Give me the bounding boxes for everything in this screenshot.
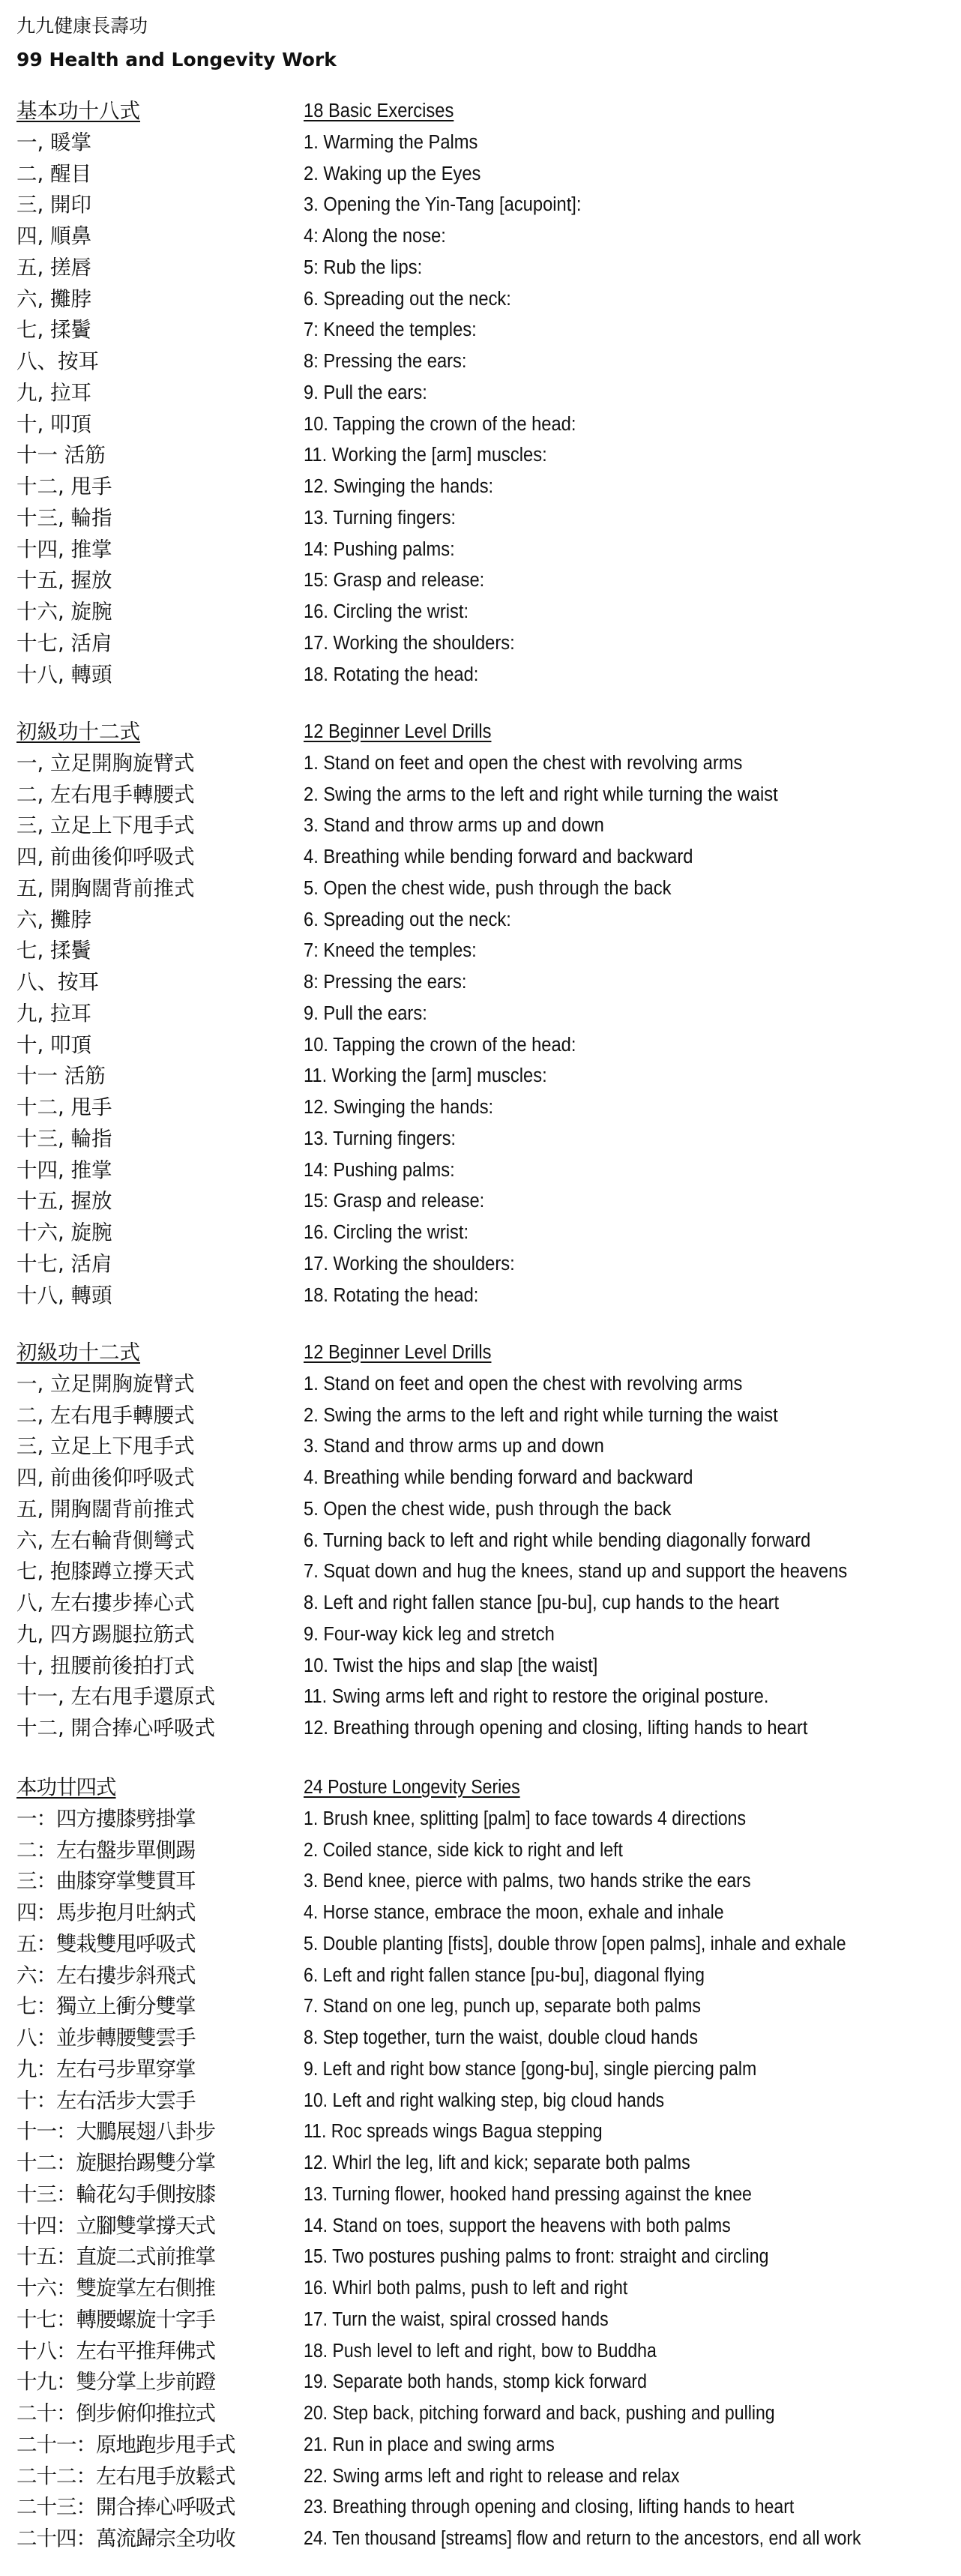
section-3 <box>0 1337 961 1745</box>
item-chinese: 十一：大鵬展翅八卦步 <box>16 2119 215 2144</box>
item-english: 11. Roc spreads wings Bagua stepping <box>304 2121 603 2143</box>
list-item <box>0 346 961 378</box>
list-item <box>0 1155 961 1187</box>
item-chinese: 七：獨立上衝分雙掌 <box>16 1994 196 2019</box>
item-chinese: 十四：立腳雙掌撐天式 <box>16 2213 215 2238</box>
item-chinese: 五, 開胸闊背前推式 <box>16 876 195 900</box>
item-english: 10. Tapping the crown of the head: <box>304 413 576 435</box>
item-chinese: 十四, 推掌 <box>16 1158 112 1182</box>
item-english: 7: Kneed the temples: <box>304 319 477 341</box>
list-item <box>0 628 961 660</box>
list-item <box>0 936 961 967</box>
item-chinese: 十, 扭腰前後拍打式 <box>16 1653 195 1678</box>
item-english: 2. Coiled stance, side kick to right and left <box>304 1839 623 1861</box>
item-english: 18. Rotating the head: <box>304 1284 479 1306</box>
item-english: 17. Working the shoulders: <box>304 1253 515 1275</box>
item-chinese: 七, 抱膝蹲立撐天式 <box>16 1559 195 1584</box>
item-english: 18. Rotating the head: <box>304 663 479 685</box>
item-english: 21. Run in place and swing arms <box>304 2434 555 2455</box>
list-item <box>0 967 961 999</box>
item-chinese: 八、按耳 <box>16 970 99 994</box>
item-english: 7. Stand on one leg, punch up, separate both palms <box>304 1996 701 2017</box>
list-item <box>0 1929 961 1960</box>
list-item <box>0 810 961 842</box>
list-item <box>0 535 961 566</box>
section-1 <box>0 96 961 690</box>
item-chinese: 二十一：原地跑步甩手式 <box>16 2432 235 2457</box>
section-heading <box>0 1772 961 1804</box>
list-item <box>0 1804 961 1835</box>
section-heading <box>0 96 961 127</box>
item-chinese: 十三：輪花勾手側按膝 <box>16 2182 215 2206</box>
item-english: 12. Swinging the hands: <box>304 476 494 497</box>
item-chinese: 一, 暖掌 <box>16 130 91 154</box>
item-english: 23. Breathing through opening and closing, lifting hands to heart <box>304 2497 795 2518</box>
item-chinese: 十四, 推掌 <box>16 537 112 562</box>
list-item <box>0 1866 961 1898</box>
item-english: 8: Pressing the ears: <box>304 351 467 372</box>
list-item <box>0 1556 961 1588</box>
item-chinese: 二十二：左右甩手放鬆式 <box>16 2464 235 2488</box>
item-chinese: 十六, 旋腕 <box>16 1221 112 1245</box>
item-chinese: 八, 左右摟步捧心式 <box>16 1591 195 1615</box>
item-chinese: 十六：雙旋掌左右側推 <box>16 2276 215 2300</box>
item-chinese: 十八, 轉頭 <box>16 1283 112 1307</box>
item-chinese: 三：曲膝穿掌雙貫耳 <box>16 1869 196 1894</box>
item-english: 3. Stand and throw arms up and down <box>304 1436 604 1457</box>
list-item <box>0 1124 961 1155</box>
item-chinese: 四, 順鼻 <box>16 224 91 248</box>
list-item <box>0 472 961 503</box>
item-english: 2. Waking up the Eyes <box>304 163 481 184</box>
item-english: 1. Brush knee, splitting [palm] to face towards 4 directions <box>304 1808 747 1829</box>
item-english: 9. Left and right bow stance [gong-bu], single piercing palm <box>304 2058 757 2080</box>
item-chinese: 六, 攤脖 <box>16 286 91 311</box>
item-english: 13. Turning fingers: <box>304 1128 457 1149</box>
list-item <box>0 1281 961 1312</box>
item-english: 16. Circling the wrist: <box>304 601 469 622</box>
item-english: 18. Push level to left and right, bow to Buddha <box>304 2340 657 2362</box>
item-chinese: 九, 四方踢腿拉筋式 <box>16 1622 195 1646</box>
item-chinese: 八、按耳 <box>16 349 99 373</box>
list-item <box>0 2430 961 2461</box>
item-english: 12. Whirl the leg, lift and kick; separate both palms <box>304 2152 690 2173</box>
item-english: 9. Four-way kick leg and stretch <box>304 1623 555 1645</box>
item-english: 22. Swing arms left and right to release and relax <box>304 2465 680 2487</box>
item-chinese: 十, 叩頂 <box>16 412 91 436</box>
list-item <box>0 1898 961 1929</box>
item-english: 2. Swing the arms to the left and right while turning the waist <box>304 783 778 805</box>
item-english: 5: Rub the lips: <box>304 256 423 278</box>
item-english: 4. Breathing while bending forward and backward <box>304 846 693 867</box>
section-heading <box>0 1337 961 1369</box>
item-english: 24. Ten thousand [streams] flow and return to the ancestors, end all work <box>304 2528 861 2549</box>
item-chinese: 八：並步轉腰雙雲手 <box>16 2026 196 2050</box>
list-item <box>0 999 961 1030</box>
list-item <box>0 2492 961 2524</box>
item-english: 6. Turning back to left and right while bending diagonally forward <box>304 1529 811 1551</box>
item-english: 15: Grasp and release: <box>304 570 485 592</box>
section-4 <box>0 1772 961 2555</box>
item-chinese: 十七：轉腰螺旋十字手 <box>16 2307 215 2332</box>
list-item <box>0 1713 961 1745</box>
section-heading-chinese: 基本功十八式 <box>16 99 140 123</box>
item-english: 3. Stand and throw arms up and down <box>304 815 604 837</box>
item-english: 20. Step back, pitching forward and back, pushing and pulling <box>304 2403 775 2424</box>
section-heading-english: 12 Beginner Level Drills <box>304 1342 492 1363</box>
item-chinese: 二, 左右甩手轉腰式 <box>16 1403 195 1427</box>
list-item <box>0 159 961 190</box>
section-heading-chinese: 初級功十二式 <box>16 720 140 744</box>
section-heading-english: 12 Beginner Level Drills <box>304 721 492 742</box>
list-item <box>0 284 961 316</box>
item-chinese: 十六, 旋腕 <box>16 600 112 624</box>
item-chinese: 七, 揉鬢 <box>16 939 91 963</box>
item-chinese: 六：左右摟步斜飛式 <box>16 1963 196 1987</box>
list-item <box>0 2086 961 2117</box>
item-english: 2. Swing the arms to the left and right while turning the waist <box>304 1404 778 1426</box>
item-english: 13. Turning flower, hooked hand pressing against the knee <box>304 2183 752 2205</box>
item-english: 7: Kneed the temples: <box>304 940 477 962</box>
item-english: 10. Twist the hips and slap [the waist] <box>304 1655 598 1676</box>
item-english: 10. Left and right walking step, big cloud hands <box>304 2089 665 2111</box>
list-item <box>0 1463 961 1494</box>
list-item <box>0 1218 961 1249</box>
list-item <box>0 873 961 905</box>
list-item <box>0 1991 961 2023</box>
item-english: 16. Circling the wrist: <box>304 1222 469 1243</box>
item-english: 13. Turning fingers: <box>304 507 457 529</box>
item-chinese: 十五, 握放 <box>16 1189 112 1214</box>
list-item <box>0 2398 961 2430</box>
item-chinese: 十二, 開合捧心呼吸式 <box>16 1716 215 1740</box>
item-chinese: 九：左右弓步單穿掌 <box>16 2056 196 2081</box>
list-item <box>0 190 961 221</box>
section-heading <box>0 717 961 748</box>
item-english: 9. Pull the ears: <box>304 1002 427 1024</box>
item-chinese: 十一, 左右甩手還原式 <box>16 1685 215 1709</box>
list-item <box>0 1186 961 1218</box>
list-item <box>0 1030 961 1062</box>
list-item <box>0 748 961 780</box>
item-chinese: 十八, 轉頭 <box>16 662 112 687</box>
list-item <box>0 2524 961 2555</box>
item-english: 15. Two postures pushing palms to front: straight and circling <box>304 2246 769 2268</box>
item-english: 8: Pressing the ears: <box>304 972 467 993</box>
item-english: 14: Pushing palms: <box>304 1159 455 1181</box>
item-chinese: 四, 前曲後仰呼吸式 <box>16 1466 195 1490</box>
list-item <box>0 1061 961 1092</box>
item-chinese: 五, 搓唇 <box>16 255 91 280</box>
item-chinese: 十三, 輪指 <box>16 1126 112 1151</box>
item-chinese: 九, 拉耳 <box>16 380 91 405</box>
item-english: 3. Bend knee, pierce with palms, two hands strike the ears <box>304 1871 751 1892</box>
list-item <box>0 2461 961 2493</box>
item-chinese: 五, 開胸闊背前推式 <box>16 1496 195 1521</box>
item-chinese: 三, 開印 <box>16 193 91 217</box>
item-chinese: 七, 揉鬢 <box>16 318 91 343</box>
list-item <box>0 2116 961 2148</box>
section-heading-english: 18 Basic Exercises <box>304 100 454 121</box>
item-chinese: 十七, 活肩 <box>16 1251 112 1276</box>
item-english: 16. Whirl both palms, push to left and right <box>304 2278 628 2299</box>
item-english: 8. Left and right fallen stance [pu-bu], cup hands to the heart <box>304 1592 780 1613</box>
list-item <box>0 1651 961 1682</box>
item-english: 5. Open the chest wide, push through the back <box>304 877 672 899</box>
item-chinese: 四：馬步抱月吐納式 <box>16 1901 196 1925</box>
list-item <box>0 315 961 346</box>
list-item <box>0 2273 961 2305</box>
item-chinese: 三, 立足上下甩手式 <box>16 813 195 838</box>
item-english: 11. Swing arms left and right to restore the original posture. <box>304 1686 769 1708</box>
item-chinese: 一, 立足開胸旋臂式 <box>16 1371 195 1396</box>
item-english: 11. Working the [arm] muscles: <box>304 1065 547 1087</box>
item-english: 14. Stand on toes, support the heavens with both palms <box>304 2215 731 2236</box>
list-item <box>0 565 961 597</box>
list-item <box>0 1619 961 1651</box>
item-english: 6. Spreading out the neck: <box>304 288 511 310</box>
item-chinese: 一, 立足開胸旋臂式 <box>16 750 195 775</box>
list-item <box>0 409 961 441</box>
item-chinese: 十二, 甩手 <box>16 475 112 499</box>
document-title-chinese: 九九健康長壽功 <box>16 15 148 37</box>
item-english: 1. Stand on feet and open the chest with revolving arms <box>304 752 743 774</box>
section-2 <box>0 717 961 1311</box>
item-chinese: 十二, 甩手 <box>16 1095 112 1119</box>
document-title-english: 99 Health and Longevity Work <box>16 49 337 70</box>
item-english: 12. Breathing through opening and closing, lifting hands to heart <box>304 1718 808 1739</box>
list-item <box>0 660 961 691</box>
list-item <box>0 2305 961 2336</box>
item-chinese: 三, 立足上下甩手式 <box>16 1434 195 1459</box>
list-item <box>0 1369 961 1400</box>
item-chinese: 二：左右盤步單側踢 <box>16 1838 196 1862</box>
list-item <box>0 221 961 253</box>
item-chinese: 六, 左右輪背側彎式 <box>16 1528 195 1553</box>
item-english: 1. Stand on feet and open the chest with revolving arms <box>304 1373 743 1394</box>
item-english: 19. Separate both hands, stomp kick forward <box>304 2371 647 2393</box>
section-heading-chinese: 本功廿四式 <box>16 1775 116 1799</box>
item-chinese: 十九：雙分掌上步前蹬 <box>16 2370 215 2395</box>
item-english: 4. Horse stance, embrace the moon, exhale and inhale <box>304 1902 724 1923</box>
list-item <box>0 1682 961 1713</box>
item-chinese: 二, 醒目 <box>16 161 91 186</box>
list-item <box>0 2242 961 2273</box>
item-chinese: 六, 攤脖 <box>16 907 91 932</box>
list-item <box>0 1092 961 1124</box>
list-item <box>0 1249 961 1281</box>
item-chinese: 十五, 握放 <box>16 568 112 593</box>
item-english: 3. Opening the Yin-Tang [acupoint]: <box>304 194 582 216</box>
item-english: 17. Working the shoulders: <box>304 632 515 654</box>
section-heading-chinese: 初級功十二式 <box>16 1340 140 1364</box>
item-english: 12. Swinging the hands: <box>304 1097 494 1118</box>
list-item <box>0 780 961 811</box>
item-chinese: 四, 前曲後仰呼吸式 <box>16 845 195 869</box>
list-item <box>0 1400 961 1432</box>
list-item <box>0 2148 961 2179</box>
item-english: 15: Grasp and release: <box>304 1191 485 1212</box>
list-item <box>0 378 961 409</box>
list-item <box>0 1526 961 1557</box>
item-chinese: 二十四：萬流歸宗全功收 <box>16 2527 235 2551</box>
item-english: 8. Step together, turn the waist, double cloud hands <box>304 2027 699 2048</box>
list-item <box>0 842 961 873</box>
list-item <box>0 2179 961 2211</box>
item-english: 4. Breathing while bending forward and backward <box>304 1467 693 1488</box>
item-chinese: 二十：倒步俯仰推拉式 <box>16 2401 215 2425</box>
item-chinese: 十八：左右平推拜佛式 <box>16 2338 215 2363</box>
item-chinese: 十一 活筋 <box>16 443 106 468</box>
item-chinese: 五：雙栽雙甩呼吸式 <box>16 1931 196 1956</box>
item-chinese: 二, 左右甩手轉腰式 <box>16 782 195 807</box>
item-chinese: 十三, 輪指 <box>16 505 112 530</box>
list-item <box>0 905 961 936</box>
item-english: 11. Working the [arm] muscles: <box>304 445 547 466</box>
section-heading-english: 24 Posture Longevity Series <box>304 1777 520 1798</box>
item-english: 6. Left and right fallen stance [pu-bu], diagonal flying <box>304 1964 705 1986</box>
item-english: 14: Pushing palms: <box>304 538 455 560</box>
list-item <box>0 597 961 628</box>
list-item <box>0 1494 961 1526</box>
item-chinese: 十五：直旋二式前推掌 <box>16 2245 215 2269</box>
list-item <box>0 1431 961 1463</box>
list-item <box>0 1588 961 1619</box>
item-english: 4: Along the nose: <box>304 226 446 247</box>
list-item <box>0 2023 961 2054</box>
item-english: 9. Pull the ears: <box>304 382 427 403</box>
document-header <box>16 9 337 76</box>
item-english: 1. Warming the Palms <box>304 131 478 153</box>
item-chinese: 十：左右活步大雲手 <box>16 2088 196 2113</box>
list-item <box>0 2336 961 2368</box>
item-english: 10. Tapping the crown of the head: <box>304 1034 576 1056</box>
item-english: 5. Open the chest wide, push through the back <box>304 1498 672 1520</box>
list-item <box>0 440 961 472</box>
item-chinese: 九, 拉耳 <box>16 1001 91 1026</box>
item-english: 5. Double planting [fists], double throw [open palms], inhale and exhale <box>304 1933 846 1954</box>
list-item <box>0 253 961 284</box>
item-chinese: 二十三：開合捧心呼吸式 <box>16 2495 235 2520</box>
item-english: 7. Squat down and hug the knees, stand up and support the heavens <box>304 1561 848 1583</box>
list-item <box>0 2054 961 2086</box>
list-item <box>0 2211 961 2242</box>
list-item <box>0 1835 961 1867</box>
item-english: 6. Spreading out the neck: <box>304 909 511 930</box>
item-chinese: 十一 活筋 <box>16 1064 106 1089</box>
item-chinese: 十二：旋腿抬踢雙分掌 <box>16 2151 215 2175</box>
list-item <box>0 1960 961 1992</box>
list-item <box>0 2367 961 2398</box>
item-chinese: 一：四方摟膝劈掛掌 <box>16 1806 196 1831</box>
item-chinese: 十七, 活肩 <box>16 631 112 655</box>
list-item <box>0 127 961 159</box>
item-english: 17. Turn the waist, spiral crossed hands <box>304 2308 609 2330</box>
item-chinese: 十, 叩頂 <box>16 1032 91 1057</box>
list-item <box>0 503 961 535</box>
